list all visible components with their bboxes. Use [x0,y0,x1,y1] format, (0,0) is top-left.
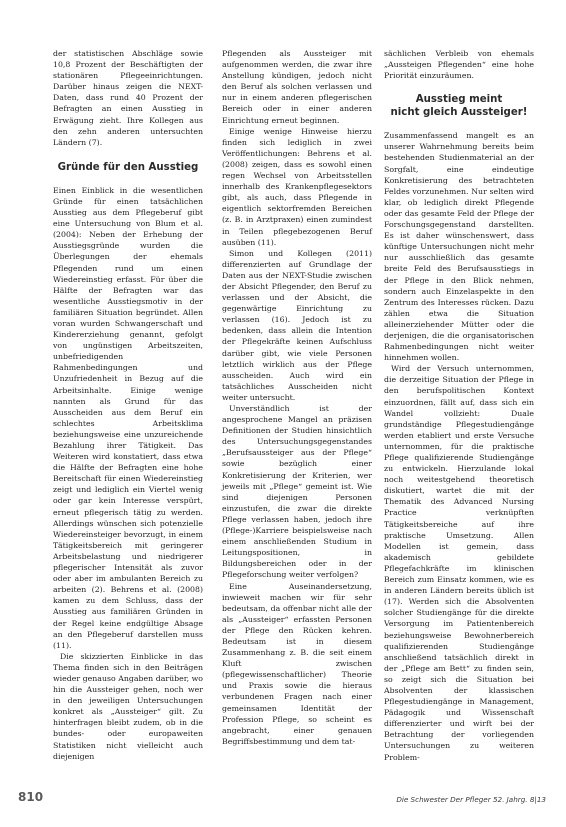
paragraph: Die skizzierten Einblicke in das Thema finden sich in den Beiträgen wieder genauso Angaben darüber, wo hin die Aussteiger gehen, noch wer in den jeweiligen Untersuchungen konkret als „Aussteiger“ gilt. Zu hinterfragen bleibt zudem, ob in die bundes- oder europaweiten Statistiken nicht vielleicht auch diejenigen [53,651,203,761]
journal-reference: Die Schwester Der Pfleger 52. Jahrg. 8|13 [396,795,546,804]
text-column-middle [222,48,372,747]
page-number: 810 [18,790,44,804]
paragraph: sächlichen Verbleib von ehemals „Aussteigen Pflegenden“ eine hohe Priorität einzuräumen. [384,49,534,81]
paragraph: Simon und Kollegen (2011) differenzierten auf Grundlage der Daten aus der NEXT-Studie zwischen der Absicht Pflegender, den Beruf zu verlassen und der Absicht, die gegenwärtige Einrichtung zu verlassen (16). Jedoch ist zu bedenken, dass allein die Intention der Pflegekräfte keinen Aufschluss darüber gibt, wie viele Personen letztlich wirklich aus der Pflege ausscheiden. Auch wird ein tatsächliches Ausscheiden nicht weiter untersucht. [222,248,372,402]
paragraph: Wird der Versuch unternommen, die derzeitige Situation der Pflege in den berufspolitischen Kontext einzuordnen, fällt auf, dass sich ein Wandel vollzieht: Duale grundständige Pflegestudiengänge werden etabliert und erste Versuche unternommen, für die praktische Pflege qualifizierende Studiengänge zu entwickeln. Hierzulande lokal noch weitestgehend theoretisch diskutiert, wartet die mit der Thematik des Advanced Nursing Practice verknüpften Tätigkeitsbereiche auf ihre praktische Umsetzung. Allen Modellen ist gemein, dass akademisch gebildete Pflegefachkräfte im klinischen Bereich zum Einsatz kommen, wie es in anderen Ländern bereits üblich ist (17). Werden sich die Absolventen solcher Studiengänge für die direkte Versorgung im Patientenbereich beziehungsweise Bewohnerbereich qualifizierenden Studiengänge anschließend tatsächlich direkt in der „Pflege am Bett“ zu finden sein, so zeigt sich die Situation bei Absolventen der klassischen Pflegestudiengänge in Management, Pädagogik und Wissenschaft differenzierter und wirft bei der Betrachtung der vorliegenden Untersuchungen zu weiteren Problem- [384,364,534,762]
paragraph: Einige wenige Hinweise hierzu finden sich lediglich in zwei Veröffentlichungen: Behrens et al. (2008) zeigen, dass es sowohl einen regen Wechsel von Arbeitsstellen innerhalb des Krankenpflegesektors gibt, als auch, dass Pflegende in eigentlich sektorfremden Bereichen (z. B. in Arztpraxen) einen zumindest in Teilen pflegebezogenen Beruf ausüben (11). [222,126,372,247]
heading-line: nicht gleich Aussteiger! [390,107,528,119]
text-column-left [53,48,203,762]
text-column-right [384,48,534,763]
heading-line: Ausstieg meint [415,94,503,106]
paragraph: Pflegenden als Aussteiger mit aufgenommen werden, die zwar ihre Anstellung kündigen, jedoch nicht den Beruf als solchen verlassen und nur in einem anderen pflegerischen Bereich oder in einer anderen Einrichtung erneut beginnen. [222,49,372,125]
paragraph: Unverständlich ist der angesprochene Mangel an präzisen Definitionen der Studien hinsichtlich des Untersuchungsgegenstandes „Berufsaussteiger aus der Pflege“ sowie bezüglich einer Konkretisierung der Kriterien, wer jeweils mit „Pflege“ gemeint ist. Wie sind diejenigen Personen einzustufen, die zwar die direkte Pflege verlassen haben, jedoch ihre (Pflege-)Karriere beispielsweise nach einem anschließenden Studium in Leitungspositionen, in Bildungsbereichen oder in der Pflegeforschung weiter verfolgen? [222,404,372,580]
section-heading-exit [384,93,534,119]
paragraph: der statistischen Abschläge sowie 10,8 Prozent der Beschäftigten der stationären Pflegeeinrichtungen. Darüber hinaus zeigen die NEXT-Daten, dass rund 40 Prozent der Befragten an einen Ausstieg in Erwägung zieht. Ihre Kollegen aus den zehn anderen untersuchten Ländern (7). [53,49,203,147]
paragraph: Zusammenfassend mangelt es an unserer Wahrnehmung bereits beim bestehenden Studienmaterial an der Sorgfalt, eine eindeutige Konkretisierung des betrachteten Feldes vorzunehmen. Nur selten wird klar, ob lediglich direkt Pflegende oder das gesamte Feld der Pflege der Forschungsgegenstand darstellten. Es ist daher wünschenswert, dass künftige Untersuchungen nicht mehr nur ausschließlich das gesamte breite Feld des Berufsausstiegs in der Pflege in den Blick nehmen, sondern auch Einzelaspekte in den Zentrum des Interesses rücken. Dazu zählen etwa die Situation alleinerziehender Mütter oder die derjenigen, die die organisatorischen Rahmenbedingungen nicht weiter hinnehmen wollen. [384,131,534,363]
section-heading-reasons: Gründe für den Ausstieg [57,161,199,173]
paragraph: Einen Einblick in die wesentlichen Gründe für einen tatsächlichen Ausstieg aus dem Pflegeberuf gibt eine Untersuchung von Blum et al. (2004): Neben der Erhebung der Ausstiegsgründe wurden die Überlegungen der ehemals Pflegenden rund um einen Wiedereinstieg erfasst. Für über die Hälfte der Befragten war das wesentliche Ausstiegsmotiv in der familiären Situation begründet. Allen voran wurden Schwangerschaft und Kindererziehung genannt, gefolgt von ungünstigen Arbeitszeiten, unbefriedigenden Rahmenbedingungen und Unzufriedenheit in Bezug auf die Arbeitsinhalte. Einige wenige nannten als Grund für das Ausscheiden aus dem Beruf ein schlechtes Arbeitsklima beziehungsweise eine unzureichende Bezahlung ihrer Tätigkeit. Das Weiteren wird konstatiert, dass etwa die Hälfte der Befragten eine hohe Bereitschaft für einen Wiedereinstieg zeigt und lediglich ein Viertel wenig oder gar kein Interesse verspürt, erneut pflegerisch tätig zu werden. Allerdings wünschen sich potenzielle Wiedereinsteiger bevorzugt, in einem Tätigkeitsbereich mit geringerer Arbeitsbelastung und niedrigerer pflegerischer Intensität als zuvor oder aber im ambulanten Bereich zu arbeiten (2). Behrens et al. (2008) kamen zu dem Schluss, dass der Ausstieg aus familiären Gründen in der Regel keine endgültige Absage an den Pflegeberuf darstellen muss (11). [53,185,203,650]
paragraph: Eine Auseinandersetzung, inwieweit machen wir für sehr bedeutsam, da offenbar nicht alle der als „Aussteiger“ erfassten Personen der Pflege den Rücken kehren. Bedeutsam ist in diesem Zusammenhang z. B. die seit einem Kluft zwischen (pflegewissenschaftlicher) Theorie und Praxis sowie die hieraus verbundenen Fragen nach einer gemeinsamen Identität der Profession Pflege, so scheint es angebracht, einer genauen Begriffsbestimmung und dem tat- [222,581,372,746]
